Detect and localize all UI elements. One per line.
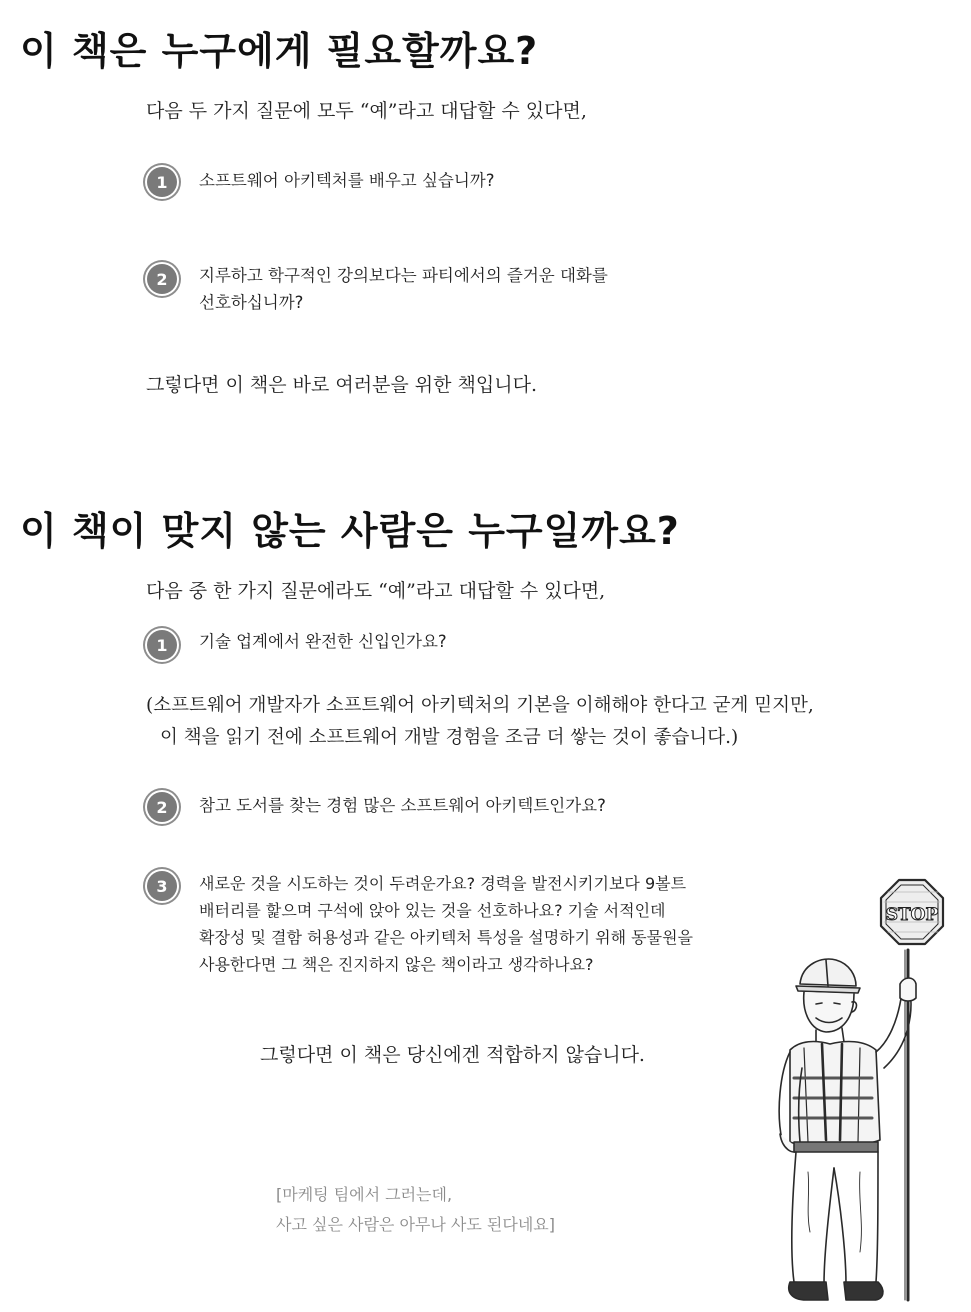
- number-badge-3: 3: [147, 871, 177, 901]
- handwritten-line-2: 사고 싶은 사람은 아무나 사도 된다네요]: [276, 1215, 555, 1234]
- stop-sign-text: STOP: [885, 905, 939, 925]
- question-2-line-1: 지루하고 학구적인 강의보다는 파티에서의 즐거운 대화를: [199, 266, 608, 285]
- number-badge-1: 1: [147, 167, 177, 197]
- number-badge-2: 2: [147, 792, 177, 822]
- question-2: [199, 262, 608, 316]
- section-intro: 다음 두 가지 질문에 모두 “예”라고 대답할 수 있다면,: [146, 100, 587, 122]
- stop-sign-worker-illustration: [760, 872, 965, 1308]
- reason-3: [199, 870, 693, 978]
- handwritten-line-1: [마케팅 팀에서 그러는데,: [276, 1185, 453, 1204]
- section-title-not-for: 이 책이 맞지 않는 사람은 누구일까요?: [20, 509, 680, 553]
- reason-3-line-4: 사용한다면 그 책은 진지하지 않은 책이라고 생각하나요?: [199, 955, 594, 974]
- reason-2: 참고 도서를 찾는 경험 많은 소프트웨어 아키텍트인가요?: [199, 796, 606, 815]
- question-2-line-2: 선호하십니까?: [199, 293, 304, 312]
- section-conclusion: 그렇다면 이 책은 바로 여러분을 위한 책입니다.: [146, 374, 538, 396]
- number-badge-1: 1: [147, 630, 177, 660]
- reason-3-line-3: 확장성 및 결함 허용성과 같은 아키텍처 특성을 설명하기 위해 동물원을: [199, 928, 693, 947]
- reason-3-line-1: 새로운 것을 시도하는 것이 두려운가요? 경력을 발전시키기보다 9볼트: [199, 874, 687, 893]
- section-title-who-for: 이 책은 누구에게 필요할까요?: [20, 29, 539, 73]
- handwritten-note: [276, 1180, 555, 1240]
- stop-sign-icon: [881, 880, 943, 944]
- number-badge-2: 2: [147, 264, 177, 294]
- section-intro: 다음 중 한 가지 질문에라도 “예”라고 대답할 수 있다면,: [146, 580, 606, 602]
- section-conclusion: 그렇다면 이 책은 당신에겐 적합하지 않습니다.: [260, 1044, 645, 1066]
- reason-3-line-2: 배터리를 핥으며 구석에 앉아 있는 것을 선호하나요? 기술 서적인데: [199, 901, 666, 920]
- reason-1-note: [146, 690, 814, 754]
- note-line-1: (소프트웨어 개발자가 소프트웨어 아키텍처의 기본을 이해해야 한다고 굳게 믿지만,: [146, 695, 814, 716]
- note-line-2: 이 책을 읽기 전에 소프트웨어 개발 경험을 조금 더 쌓는 것이 좋습니다.): [160, 727, 739, 748]
- reason-1: 기술 업계에서 완전한 신입인가요?: [199, 632, 447, 651]
- question-1: 소프트웨어 아키텍처를 배우고 싶습니까?: [199, 171, 495, 190]
